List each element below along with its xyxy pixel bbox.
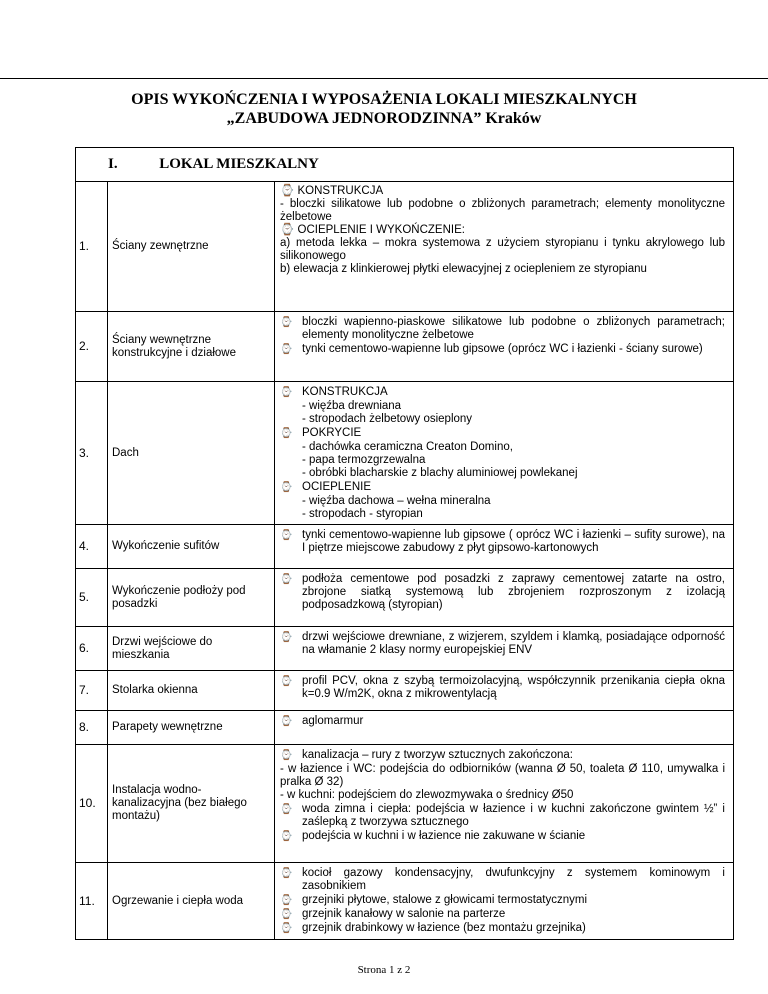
bullet-text: kocioł gazowy kondensacyjny, dwufunkcyjny z systemem kominowym i zasobnikiem: [302, 867, 725, 892]
sub-item: - obróbki blacharskie z blachy aluminiowej powlekanej: [302, 467, 578, 479]
bullet-text: podejścia w kuchni i w łazience nie zakuwane w ścianie: [302, 830, 586, 842]
row-label: Stolarka okienna: [108, 671, 275, 711]
clock-bullet-icon: ⌚: [280, 923, 293, 934]
bullet-item: [280, 908, 725, 921]
bullet-item: [280, 830, 725, 843]
row-description: [275, 182, 734, 312]
bullet-text: bloczki wapienno-piaskowe silikatowe lub podobne o zbliżonych parametrach; elementy monolityczne żelbetowe: [302, 316, 725, 341]
row-label: Drzwi wejściowe do mieszkania: [108, 627, 275, 671]
bullet-item: [280, 749, 725, 762]
row-number: 11.: [76, 863, 108, 940]
row-description: [275, 382, 734, 525]
description-line: a) metoda lekka – mokra systemowa z użyciem styropianu i tynku akrylowego lub silikonowego: [280, 237, 725, 262]
page-footer: Strona 1 z 2: [357, 964, 411, 976]
bullet-text: tynki cementowo-wapienne lub gipsowe ( oprócz WC i łazienki – sufity surowe), na I piętrze miejscowe zabudowy z płyt gipsowo-kartonowych: [302, 529, 725, 554]
table-row: [76, 711, 734, 745]
clock-bullet-icon: ⌚: [280, 574, 293, 585]
bullet-text: KONSTRUKCJA: [302, 386, 388, 398]
row-number: 2.: [76, 312, 108, 382]
clock-bullet-icon: ⌚: [280, 530, 293, 541]
row-label: Ogrzewanie i ciepła woda: [108, 863, 275, 940]
section-title: LOKAL MIESZKALNY: [159, 155, 319, 172]
description-line: - w łazience i WC: podejścia do odbiorników (wanna Ø 50, toaleta Ø 110, umywalka i pralka Ø 32): [280, 763, 725, 788]
bullet-text: grzejnik drabinkowy w łazience (bez montażu grzejnika): [302, 922, 586, 934]
row-label: Dach: [108, 382, 275, 525]
bullet-item: [280, 922, 725, 935]
bullet-item: [280, 894, 725, 907]
table-row: [76, 627, 734, 671]
table-row: [76, 525, 734, 569]
bullet-item: [280, 631, 725, 657]
row-description: [275, 711, 734, 745]
bullet-item: [280, 316, 725, 342]
bullet-item: [280, 481, 725, 494]
table-row: [76, 863, 734, 940]
clock-bullet-icon: ⌚: [280, 909, 293, 920]
bullet-text: podłoża cementowe pod posadzki z zaprawy cementowej zatarte na ostro, zbrojone siatką systemową lub zbrojeniem rozproszonym z izolacją podposadzkową (styropian): [302, 573, 725, 611]
description-line: ⌚ KONSTRUKCJA: [280, 185, 384, 197]
row-number: 1.: [76, 182, 108, 312]
table-row: [76, 745, 734, 863]
description-line: - w kuchni: podejściem do zlewozmywaka o średnicy Ø50: [280, 789, 574, 801]
row-number: 5.: [76, 569, 108, 627]
clock-bullet-icon: ⌚: [280, 317, 293, 328]
table-row: [76, 671, 734, 711]
clock-bullet-icon: ⌚: [280, 428, 293, 439]
clock-bullet-icon: ⌚: [280, 482, 293, 493]
document-title: OPIS WYKOŃCZENIA I WYPOSAŻENIA LOKALI MIESZKALNYCH: [131, 91, 637, 108]
bullet-text: aglomarmur: [302, 715, 364, 727]
sub-item: - więźba dachowa – wełna mineralna: [302, 495, 491, 507]
row-description: [275, 671, 734, 711]
bullet-text: tynki cementowo-wapienne lub gipsowe (oprócz WC i łazienki - ściany surowe): [302, 343, 703, 355]
document-subtitle: „ZABUDOWA JEDNORODZINNA” Kraków: [226, 110, 542, 127]
clock-bullet-icon: ⌚: [280, 387, 293, 398]
row-label: Ściany zewnętrzne: [108, 182, 275, 312]
row-number: 8.: [76, 711, 108, 745]
clock-bullet-icon: ⌚: [280, 831, 293, 842]
sub-item: - więźba drewniana: [302, 400, 402, 412]
clock-bullet-icon: ⌚: [280, 750, 293, 761]
description-line: ⌚ OCIEPLENIE I WYKOŃCZENIE:: [280, 224, 465, 236]
row-description: [275, 312, 734, 382]
row-label: Wykończenie sufitów: [108, 525, 275, 569]
specification-table: [75, 147, 734, 940]
bullet-text: woda zimna i ciepła: podejścia w łazience i w kuchni zakończone gwintem ½” i zaślepką z tworzywa sztucznego: [302, 803, 725, 828]
row-label: Parapety wewnętrzne: [108, 711, 275, 745]
clock-bullet-icon: ⌚: [280, 676, 293, 687]
bullet-item: [280, 573, 725, 612]
sub-item: - stropodach żelbetowy osieplony: [302, 413, 473, 425]
row-description: [275, 863, 734, 940]
bullet-text: grzejnik kanałowy w salonie na parterze: [302, 908, 506, 920]
bullet-text: profil PCV, okna z szybą termoizolacyjną, współczynnik przenikania ciepła okna k=0.9 W/m2K, okna z mikrowentylacją: [302, 675, 725, 700]
row-label: Ściany wewnętrzne konstrukcyjne i działowe: [108, 312, 275, 382]
bullet-text: OCIEPLENIE: [302, 481, 372, 493]
bullet-text: kanalizacja – rury z tworzyw sztucznych zakończona:: [302, 749, 573, 761]
bullet-text: grzejniki płytowe, stalowe z głowicami termostatycznymi: [302, 894, 588, 906]
sub-item: - dachówka ceramiczna Creaton Domino,: [302, 441, 513, 453]
sub-list: [280, 495, 725, 521]
bullet-item: [280, 529, 725, 555]
description-line: b) elewacja z klinkierowej płytki elewacyjnej z ociepleniem ze styropianu: [280, 263, 647, 275]
sub-list: [280, 441, 725, 480]
bullet-item: [280, 343, 725, 356]
clock-bullet-icon: ⌚: [280, 895, 293, 906]
sub-item: - papa termozgrzewalna: [302, 454, 426, 466]
row-number: 4.: [76, 525, 108, 569]
table-row: [76, 569, 734, 627]
row-description: [275, 569, 734, 627]
row-number: 3.: [76, 382, 108, 525]
table-row: [76, 182, 734, 312]
row-description: [275, 745, 734, 863]
bullet-item: [280, 386, 725, 399]
clock-bullet-icon: ⌚: [280, 632, 293, 643]
sub-list: [280, 400, 725, 426]
row-description: [275, 627, 734, 671]
row-number: 7.: [76, 671, 108, 711]
clock-bullet-icon: ⌚: [280, 344, 293, 355]
row-description: [275, 525, 734, 569]
section-number: I.: [108, 155, 118, 172]
clock-bullet-icon: ⌚: [280, 868, 293, 879]
description-line: - bloczki silikatowe lub podobne o zbliżonych parametrach; elementy monolityczne żelbetowe: [280, 198, 725, 223]
table-row: [76, 382, 734, 525]
row-label: Wykończenie podłoży pod posadzki: [108, 569, 275, 627]
row-number: 10.: [76, 745, 108, 863]
clock-bullet-icon: ⌚: [280, 804, 293, 815]
clock-bullet-icon: ⌚: [280, 716, 293, 727]
bullet-item: [280, 715, 725, 728]
section-header-row: [76, 148, 734, 182]
table-row: [76, 312, 734, 382]
top-rule: [0, 78, 768, 79]
sub-item: - stropodach - styropian: [302, 508, 423, 520]
bullet-item: [280, 867, 725, 893]
bullet-item: [280, 427, 725, 440]
row-label: Instalacja wodno-kanalizacyjna (bez białego montażu): [108, 745, 275, 863]
bullet-item: [280, 675, 725, 701]
row-number: 6.: [76, 627, 108, 671]
bullet-text: POKRYCIE: [302, 427, 362, 439]
bullet-item: [280, 803, 725, 829]
bullet-text: drzwi wejściowe drewniane, z wizjerem, szyldem i klamką, posiadające odporność na włamanie 2 klasy normy europejskiej ENV: [302, 631, 725, 656]
